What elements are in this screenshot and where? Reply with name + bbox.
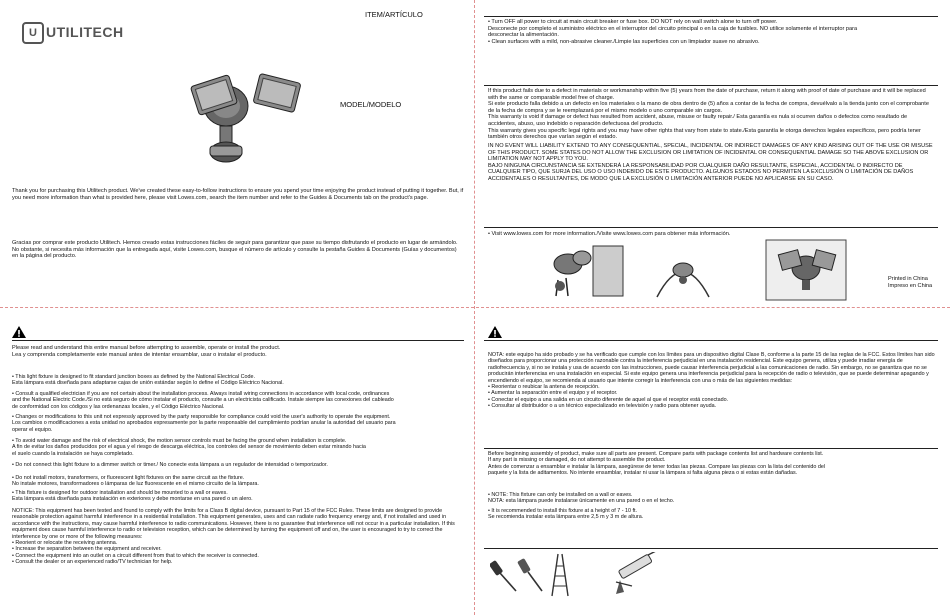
item-label: ITEM/ARTÍCULO	[365, 10, 423, 19]
warning-icon	[488, 326, 502, 338]
visit-text: • Visit www.lowes.com for more information./Visite www.lowes.com para obtener más información.	[488, 231, 731, 237]
care-rule	[484, 16, 938, 17]
visit-rule	[484, 227, 938, 228]
care-instructions: • Turn OFF all power to circuit at main circuit breaker or fuse box. DO NOT rely on wall switch alone to turn off power. Desconecte por completo el suministro eléctrico en el interruptor del circuito principal o en la caja de fusibles. NO utilice solamente el interruptor para desconectar la alimentación. • Clean surfaces with a mild, non-abrasive cleaner./Limpie las superficies con un limpiador suave no abrasivo.	[488, 19, 858, 45]
safety-item: • Do not install motors, transformers, or fluorescent light fixtures on the same circuit as the fixture. No instale motores, transformadores o lámparas de luz fluorescente en el mismo circuito de la lámpara.	[12, 475, 259, 488]
safety-item: • This fixture is designed for outdoor installation and should be mounted to a wall or eaves. Esta lámpara está diseñada para instalación en exteriores y debe montarse en una pared o un alero.	[12, 490, 253, 503]
safety-item: • To avoid water damage and the risk of electrical shock, the motion sensor controls must be facing the ground when installation is complete. A fin de evitar los daños producidos por el agua y el riesgo de descarga eléctrica, los controles del sensor de movimiento deben estar mirando hacia el suelo cuando la instalación se haya completado.	[12, 438, 366, 457]
fcc-es-rule	[484, 340, 938, 341]
fcc-nota-spanish: NOTA: este equipo ha sido probado y se ha verificado que cumple con los límites para un dispositivo digital Clase B, conforme a la parte 15 de las reglas de la FCC. Estos límites han sido diseñados para proporcionar una protección razonable contra la interferencia perjudicial en una instalación residencial. Este equipo genera, utiliza y puede irradiar energía de radiofrecuencia y, si no se instala y usa de acuerdo con las instrucciones, puede causar interferencia perjudicial a las comunicaciones de radio. Sin embargo, no se garantiza que no se producirán interferencias en una instalación en especial. Si este equipo genera una interferencia perjudicial para la recepción de radio o televisión, que se puede determinar apagando y encendiendo el equipo, se recomienda al usuario que intente corregir la interferencia con una o más de las siguientes medidas: • Reorientar o reubicar la antena de recepción. • Aumentar la separación entre el equipo y el receptor. • Conectar el equipo a una salida en un circuito diferente de aquel al que el receptor está conectado. • Consultar al distribuidor o a un técnico especializado en televisión y radio para obtener ayuda.	[488, 352, 935, 410]
intro-spanish: Gracias por comprar este producto Utilitech. Hemos creado estas instrucciones fáciles de seguir para garantizar que pase su tiempo disfrutando el producto en lugar de armándolo. No obstante, si necesita más información que la entregada aquí, visite Lowes.com, busque el número de artículo y consulte la pestaña Guides & Documents (Guías y documentos) en la página del producto.	[12, 240, 458, 260]
liability-text: IN NO EVENT WILL LIABILITY EXTEND TO ANY CONSEQUENTIAL, SPECIAL, INCIDENTAL OR INDIRECT DAMAGES OF ANY KIND ARISING OUT OF THE USE OR MISUSE OF THIS PRODUCT. SOME STATES DO NOT ALLOW THE EXCLUSION OR LIMITATION OF INCIDENTAL OR CONSEQUENTIAL DAMAGE SO THE ABOVE EXCLUSION OR LIMITATION MAY NOT APPLY TO YOU. BAJO NINGUNA CIRCUNSTANCIA SE EXTENDERÁ LA RESPONSABILIDAD POR CUALQUIER DAÑO RESULTANTE, ESPECIAL, ACCIDENTAL O INDIRECTO DE CUALQUIER TIPO, QUE SURJA DEL USO O USO INDEBIDO DE ESTE PRODUCTO. ALGUNOS ESTADOS NO PERMITEN LA EXCLUSIÓN O LIMITACIÓN DE DAÑOS ACCIDENTALES O RESULTANTES, DE MODO QUE LA EXCLUSIÓN O LIMITACIÓN ANTERIOR PUEDE NO APLICARSE EN SU CASO.	[488, 143, 933, 182]
printed-in-en: Printed in China	[888, 276, 928, 282]
safety-item: • Consult a qualified electrician if you are not certain about the installation process. Always install wiring connections in accordance with local code, ordinances and the National Electric Code./Si no está seguro de cómo instalar el producto, consulte a un electricista calificado. Instale siempre las conexiones del cableado de conformidad con los códigos y las ordenanzas locales, y el Código Eléctrico Nacional.	[12, 391, 394, 410]
product-illustration	[188, 62, 323, 182]
safety-item: • Do not connect this light fixture to a dimmer switch or timer./ No conecte esta lámpara a un regulador de intensidad o temporizador.	[12, 462, 328, 468]
warranty-text: If this product fails due to a defect in materials or workmanship within five (5) years from the date of purchase, return it along with proof of date of purchase and it will be replaced with the same or comparable model free of charge. Si este producto falla debido a un defecto en los materiales o la mano de obra dentro de (5) años a contar de la fecha de compra, devuélvalo a la tienda junto con el comprobante de la fecha de compra y se le reemplazará por el mismo modelo o uno comparable sin cargos. This warranty is void if damage or defect has resulted from accident, abuse, misuse or faulty repair./ Esta garantía es nula si ocurren daños o defectos como resultado de accidentes, abuso, uso indebido o reparación defectuosa del producto. This warranty gives you specific legal rights and you may have other rights that vary from state to state./Esta garantía le otorga derechos legales específicos, pero podría tener también otros derechos que varían según el estado.	[488, 88, 929, 141]
intro-english: Thank you for purchasing this Utilitech product. We've created these easy-to-follow instructions to ensure you spend your time enjoying the product instead of putting it together. But, if you need more information than what is provided here, please visit Lowes.com, search the item number and refer to the Guides & Documents tab on the product's page.	[12, 188, 464, 201]
utilitech-logo-icon: U	[22, 22, 44, 44]
warranty-rule	[484, 85, 938, 86]
caulk-gun-icon	[612, 552, 662, 598]
flathead-screwdriver-icon	[516, 555, 546, 595]
brand-name: UTILITECH	[46, 24, 124, 40]
prep-note-height: • It is recommended to install this fixture at a height of 7 - 10 ft. Se recomienda instalar esta lámpara entre 2,5 m y 3 m de altura.	[488, 508, 644, 521]
fcc-notice: NOTICE: This equipment has been tested and found to comply with the limits for a Class B digital device, pursuant to Part 15 of the FCC Rules. These limits are designed to provide reasonable protection against harmful interference in a residential installation. This equipment generates, uses and can radiate radio frequency energy and, if not installed and used in accordance with the instructions, may cause harmful interference to radio communications. However, there is no guarantee that interference will not occur in a particular installation. If this equipment does cause harmful interference to radio or television reception, which can be determined by turning the equipment off and on, the user is encouraged to try to correct the interference by one or more of the following measures: • Reorient or relocate the receiving antenna. • Increase the separation between the equipment and receiver. • Connect the equipment into an outlet on a circuit different from that to which the receiver is connected. • Consult the dealer or an experienced radio/TV technician for help.	[12, 508, 455, 566]
prep-parts: Before beginning assembly of product, make sure all parts are present. Compare parts with package contents list and hardware contents list. If any part is missing or damaged, do not attempt to assemble the product. Antes de comenzar a ensamblar e instalar la lámpara, asegúrese de tener todas las piezas. Compare las piezas con la lista del contenido del paquete y la lista de aditamentos. No intente ensamblar, instalar ni usar la lámpara si falta alguna pieza o si estas están dañadas.	[488, 451, 826, 477]
prep-note-wall: • NOTE: This fixture can only be installed on a wall or eaves. NOTA: esta lámpara puede instalarse únicamente en una pared o en el techo.	[488, 492, 675, 505]
install-illustration-1	[538, 240, 628, 300]
safety-intro: Please read and understand this entire manual before attempting to assemble, operate or install the product. Lea y comprenda completamente este manual antes de intentar ensamblar, usar o instalar el producto.	[12, 345, 281, 358]
safety-rule	[12, 340, 464, 341]
safety-item: • Changes or modifications to this unit not expressly approved by the party responsible for compliance could void the user's authority to operate the equipment. Los cambios o modificaciones a esta unidad no aprobados expresamente por la parte responsable del cumplimiento podrían anular la autoridad del usuario para operar el equipo.	[12, 414, 396, 433]
ladder-icon	[546, 552, 574, 598]
warning-icon	[12, 326, 26, 338]
install-illustration-2	[652, 242, 714, 302]
install-illustration-3	[760, 238, 850, 302]
printed-in-es: Impreso en China	[888, 283, 933, 289]
model-label: MODEL/MODELO	[340, 100, 402, 109]
horizontal-fold-line	[0, 307, 950, 308]
tools-rule	[484, 548, 938, 549]
prep-rule	[484, 448, 938, 449]
safety-item: • This light fixture is designed to fit standard junction boxes as defined by the National Electrical Code. Esta lámpara está diseñada para adaptarse cajas de unión estándar según lo define el Código Eléctrico Nacional.	[12, 374, 284, 387]
